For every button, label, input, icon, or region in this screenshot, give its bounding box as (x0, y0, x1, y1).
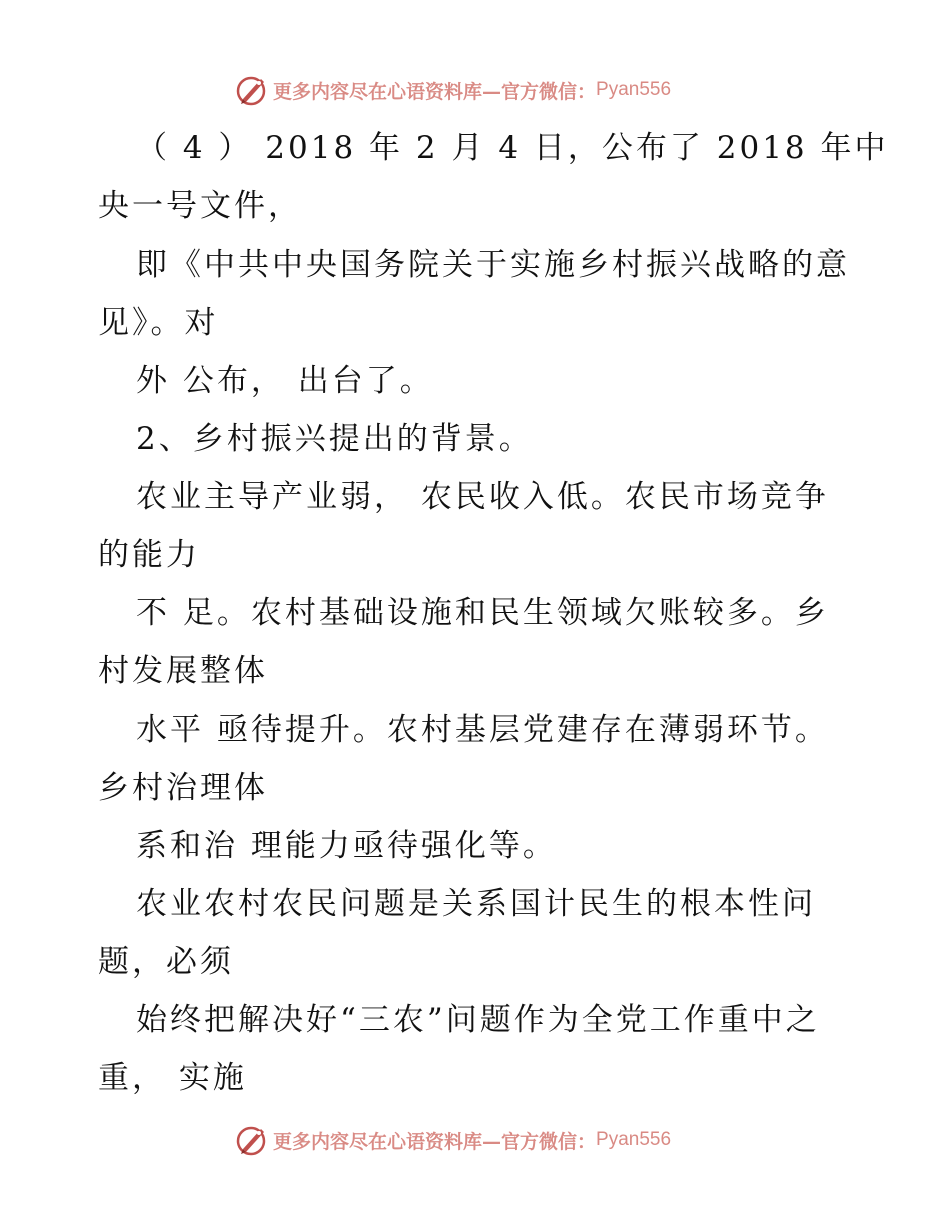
pen-logo-icon (235, 1123, 269, 1157)
watermark-text: 更多内容尽在心语资料库—官方微信： (273, 1130, 597, 1153)
text-line: 村发展整体 (98, 653, 268, 689)
text-line: 重， 实施 (98, 1060, 247, 1096)
text-line: 的能力 (98, 537, 200, 573)
footer-watermark (235, 1120, 671, 1160)
text-line: （ 4 ） 2018 年 2 月 4 日，公布了 2018 年中 (136, 130, 889, 166)
text-line: 即《中共中央国务院关于实施乡村振兴战略的意 (136, 247, 850, 283)
text-line: 农业农村农民问题是关系国计民生的根本性问 (136, 886, 816, 922)
text-line: 乡村治理体 (98, 770, 268, 806)
watermark-text: 更多内容尽在心语资料库—官方微信： (273, 80, 597, 103)
text-line: 系和治 理能力亟待强化等。 (136, 828, 557, 864)
watermark-handle: Pyan556 (596, 79, 672, 100)
text-line: 不 足。农村基础设施和民生领域欠账较多。乡 (136, 595, 829, 631)
text-line: 农业主导产业弱， 农民收入低。农民市场竞争 (136, 479, 829, 515)
text-line: 见》。对 (98, 305, 219, 341)
text-line: 水平 亟待提升。农村基层党建存在薄弱环节。 (136, 712, 829, 748)
text-line: 始终把解决好“三农”问题作为全党工作重中之 (136, 1002, 820, 1038)
text-line: 央一号文件， (98, 188, 302, 224)
section-heading: 2、乡村振兴提出的背景。 (136, 421, 533, 457)
header-watermark (235, 70, 671, 110)
text-line: 外 公布， 出台了。 (136, 363, 434, 399)
watermark-handle: Pyan556 (596, 1129, 672, 1150)
pen-logo-icon (235, 73, 269, 107)
text-line: 题，必须 (98, 944, 234, 980)
